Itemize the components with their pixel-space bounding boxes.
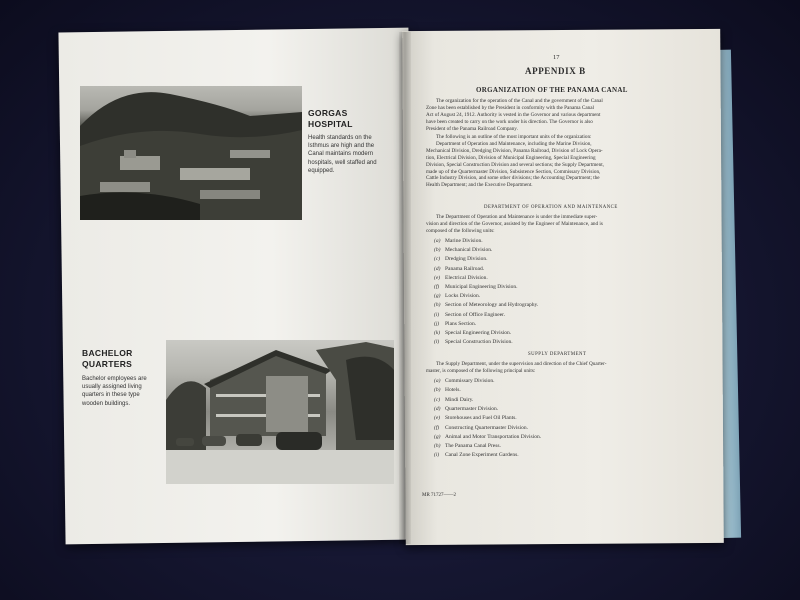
supply-unit-item-text: Commissary Division.: [445, 378, 495, 384]
supply-department-intro: The Supply Department, under the supervision and direction of the Chief Quarter- master, is composed of the following principal units:: [426, 361, 607, 374]
supply-unit-item: [434, 406, 498, 412]
operation-unit-item-letter: (d): [434, 265, 441, 272]
supply-unit-item-text: The Panama Canal Press.: [445, 443, 501, 450]
supply-unit-item: [434, 452, 519, 458]
operation-unit-item: [434, 266, 484, 272]
organization-heading: ORGANIZATION OF THE PANAMA CANAL: [476, 86, 628, 94]
supply-unit-item-letter: (c): [434, 396, 441, 403]
operation-unit-item-text: Section of Meteorology and Hydrography.: [445, 302, 539, 309]
operation-unit-item-text: Dredging Division.: [445, 256, 488, 263]
operation-unit-item-text: Mechanical Division.: [445, 247, 493, 254]
supply-unit-item: [434, 387, 461, 393]
bachelor-quarters-photo: [166, 340, 394, 484]
supply-unit-item: [434, 415, 517, 421]
supply-unit-item: [434, 425, 528, 431]
operation-unit-item-letter: (k): [434, 330, 441, 336]
bachelor-caption-title: BACHELOR QUARTERS: [82, 348, 133, 369]
operation-unit-item: [434, 238, 483, 244]
supply-unit-item-letter: (b): [434, 387, 441, 394]
operation-unit-item: [434, 275, 488, 281]
print-code: MR 71727——2: [422, 493, 457, 498]
operation-unit-item: [434, 247, 492, 253]
supply-unit-item: [434, 434, 541, 440]
operation-unit-item-letter: (l): [434, 339, 440, 346]
operation-unit-item-letter: (h): [434, 302, 441, 309]
supply-unit-item-text: Constructing Quartermaster Division.: [445, 424, 528, 431]
operation-unit-item-letter: (g): [434, 293, 441, 300]
operation-unit-item: [434, 330, 511, 336]
operation-unit-item-text: Marine Division.: [445, 238, 483, 244]
gorgas-hospital-photo: [80, 86, 302, 220]
operation-unit-item-letter: (e): [434, 274, 441, 281]
supply-unit-item-letter: (g): [434, 433, 441, 440]
page-number: 17: [553, 54, 560, 61]
operation-unit-item-text: Municipal Engineering Division.: [445, 284, 518, 290]
gorgas-caption-title: GORGAS HOSPITAL: [308, 108, 353, 129]
operation-unit-item: [434, 321, 476, 327]
operation-unit-item: [434, 293, 480, 299]
operation-unit-item: [434, 339, 513, 345]
supply-unit-item-text: Animal and Motor Transportation Division.: [445, 433, 542, 440]
operation-unit-item-text: Panama Railroad.: [445, 265, 485, 272]
operation-unit-item-text: Special Construction Division.: [445, 339, 513, 346]
operation-unit-item: [434, 284, 518, 290]
supply-unit-item: [434, 378, 495, 384]
supply-unit-item-letter: (f): [434, 424, 440, 431]
operation-unit-item-letter: (i): [434, 311, 440, 318]
intro-paragraph: The organization for the operation of the Canal and the government of the Canal Zone has been established by the President in conformity with the Panama Canal Act of August 24, 1912. Authority is vested in the Governor and various department have been created to carry on the work under his direction. The Governor is also President of the Panama Railroad Company.: [426, 98, 603, 132]
supply-department-heading: SUPPLY DEPARTMENT: [528, 352, 587, 357]
operation-unit-item-letter: (c): [434, 256, 441, 263]
supply-unit-item-letter: (e): [434, 415, 441, 422]
appendix-title: APPENDIX B: [525, 66, 586, 76]
supply-unit-item: [434, 397, 473, 403]
supply-unit-item-text: Storehouses and Fuel Oil Plants.: [445, 415, 517, 422]
operation-unit-item-text: Electrical Division.: [445, 274, 488, 281]
operation-unit-item-text: Plans Section.: [445, 320, 477, 327]
operation-unit-item: [434, 302, 538, 308]
operation-unit-item: [434, 312, 505, 318]
book-gutter: [399, 32, 411, 544]
supply-unit-item-text: Canal Zone Experiment Gardens.: [445, 452, 519, 459]
operation-department-heading: DEPARTMENT OF OPERATION AND MAINTENANCE: [484, 205, 618, 210]
supply-unit-item-letter: (d): [434, 405, 441, 412]
operation-unit-item-text: Locks Division.: [445, 293, 481, 300]
supply-unit-item-text: Hotels.: [445, 387, 461, 394]
supply-unit-item-letter: (a): [434, 378, 441, 384]
operation-unit-item-text: Section of Office Engineer.: [445, 311, 506, 318]
supply-unit-item-text: Quartermaster Division.: [445, 405, 499, 412]
outline-paragraph: The following is an outline of the most important units of the organization: Department of Operation and Maintenance, including the Marine Division, Mechanical Division, Dredging Division, Panama Railroad, Division of Lock Opera- tion, Electrical Division, Division of Municipal Engineering, Special Engineering Division, Special Construction Division and several sections; the Supply Department, made up of the Quartermaster Division, Subsistence Section, Commissary Division, Cattle Industry Division, and some other divisions; the Accounting Department; the Health Department; and the Executive Department.: [426, 134, 604, 189]
bachelor-caption-text: Bachelor employees are usually assigned living quarters in these type wooden buildings.: [82, 376, 147, 407]
operation-unit-item-text: Special Engineering Division.: [445, 330, 512, 336]
operation-department-intro: The Department of Operation and Maintenance is under the immediate super- vision and direction of the Governor, assisted by the Engineer of Maintenance, and is composed of the following units:: [426, 214, 603, 234]
operation-unit-item-letter: (b): [434, 247, 441, 254]
supply-unit-item-letter: (i): [434, 452, 440, 459]
operation-unit-item-letter: (j): [434, 320, 440, 327]
supply-unit-item-text: Mindi Dairy.: [445, 396, 474, 403]
operation-unit-item: [434, 256, 487, 262]
gorgas-caption-text: Health standards on the Isthmus are high and the Canal maintains modern hospitals, well staffed and equipped.: [308, 135, 377, 174]
operation-unit-item-letter: (f): [434, 284, 440, 290]
supply-unit-item: [434, 443, 501, 449]
supply-unit-item-letter: (h): [434, 443, 441, 450]
operation-unit-item-letter: (a): [434, 238, 441, 244]
